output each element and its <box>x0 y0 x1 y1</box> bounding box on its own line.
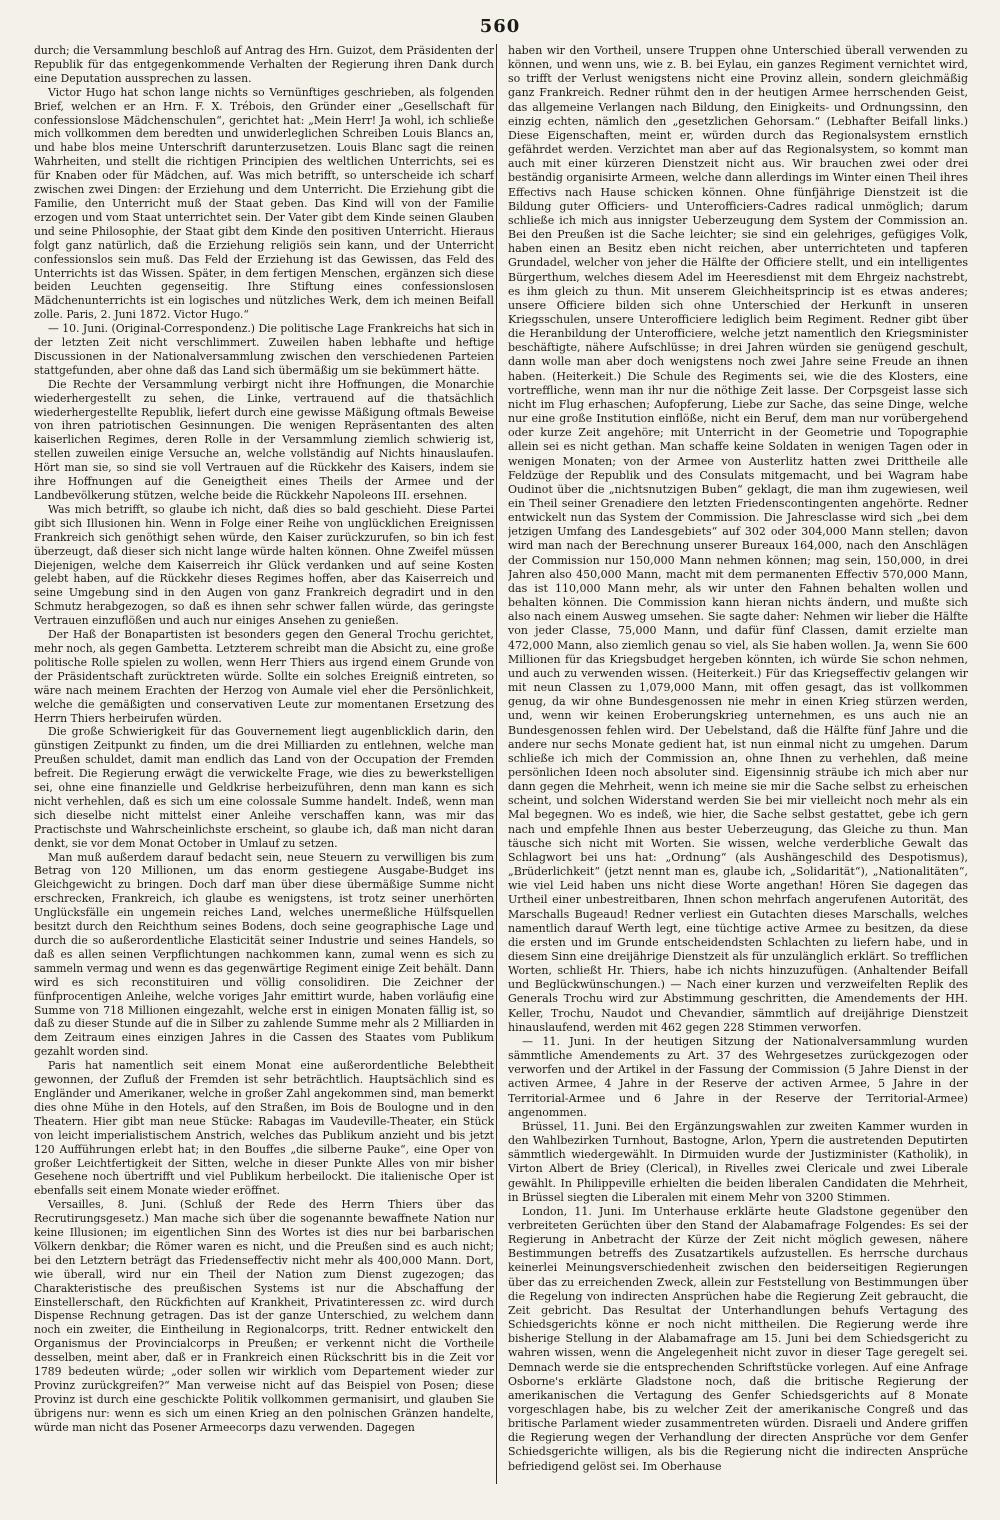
paragraph-paris-10-june: — 10. Juni. (Original-Correspondenz.) Die politische Lage Frankreichs hat sich in der letzten Zeit nicht verschlimmert. Zuweilen haben lebhafte und heftige Discussionen in der Nationalversammlung zwischen den verschiedenen Parteien stattgefunden, aber ohne daß das Land sich übermäßig um sie bekümmert hätte. <box>34 322 494 377</box>
paragraph-taxes: Man muß außerdem darauf bedacht sein, neue Steuern zu verwilligen bis zum Betrag von 120 Millionen, um das enorm gestiegene Ausgabe-Budget ins Gleichgewicht zu bringen. Doch darf man über diese übermäßige Summe nicht erschrecken, Frankreich, ich glaube es wenigstens, ist trotz seiner unerhörten Unglücksfälle ein ungemein reiches Land, welches unermeßliche Hülfsquellen besitzt durch den Reichthum seines Bodens, doch seine geographische Lage und durch die so außerordentliche Elasticität seiner Industrie und seines Handels, so daß es allen seinen Verpflichtungen nachkommen kann, zumal wenn es sich zu sammeln vermag und wenn es das gegenwärtige Regiment einige Zeit behält. Dann wird es sich reconstituiren und völlig consolidiren. Die Zeichner der fünfprocentigen Anleihe, welche voriges Jahr emittirt wurde, haben vorläufig eine Summe von 718 Millionen eingezahlt, welche erst in einigen Monaten fällig ist, so daß zu dieser Stunde auf die in Silber zu zahlende Summe mehr als 2 Milliarden in dem Zeitraum eines einzigen Jahres in die Cassen des Staates vom Publikum gezahlt worden sind. <box>34 850 494 1059</box>
right-column <box>508 44 968 1484</box>
paragraph-illusions: Was mich betrifft, so glaube ich nicht, daß dies so bald geschieht. Diese Partei gibt sich Illusionen hin. Wenn in Folge einer Reihe von unglücklichen Ereignissen Frankreich sich genöthigt sehen würde, den Kaiser zurückzurufen, so bin ich fest überzeugt, daß dieser sich nicht lange würde halten können. Ohne Zweifel müssen Diejenigen, welche dem Kaiserreich ihr Glück verdanken und auf seine Kosten gelebt haben, auf die Rückkehr dieses Regimes hoffen, aber das Kaiserreich und seine Umgebung sind in den Augen von ganz Frankreich degradirt und in den Schmutz herabgezogen, so daß es ihnen sehr schwer fallen würde, das geringste Vertrauen einzuflößen und auch nur einiges Ansehen zu genießen. <box>34 502 494 628</box>
left-column <box>34 44 494 1484</box>
paragraph-london: London, 11. Juni. Im Unterhause erklärte heute Gladstone gegenüber den verbreiteten Gerüchten über den Stand der Alabamafrage Folgendes: Es sei der Regierung in Anbetracht der Kürze der Zeit nicht möglich gewesen, nähere Bestimmungen betreffs des Zusatzartikels aufzustellen. Es herrsche durchaus keinerlei Meinungsverschiedenheit zwischen den beiderseitigen Regierungen über das zu erreichenden Zweck, allein zur Feststellung von Bestimmungen über die Regelung von indirecten Ansprüchen habe die Regierung Zeit gebraucht, die Zeit gebricht. Das Resultat der Unterhandlungen behufs Vertagung des Schiedsgerichts könne er noch nicht mittheilen. Die Regierung werde ihre bisherige Stellung in der Alabamafrage am 15. Juni bei dem Schiedsgericht zu wahren wissen, wenn die Angelegenheit nicht zuvor in dieser Tage geregelt sei. Demnach werde sie die entsprechenden Schriftstücke vorlegen. Auf eine Anfrage Osborne's erklärte Gladstone noch, daß die britische Regierung der amerikanischen die Vertagung des Genfer Schiedsgerichts auf 8 Monate vorgeschlagen habe, bis zu welcher Zeit der amerikanische Congreß und das britische Parlament wieder zusammentreten würden. Disraeli und Andere griffen die Regierung wegen der Verhandlung der directen Ansprüche vor dem Genfer Schiedsgerichte willigen, als bis die Regierung nicht die indirecten Ansprüche befriedigend gelöst sei. Im Oberhause <box>508 1204 968 1473</box>
paragraph-bonapartists: Der Haß der Bonapartisten ist besonders gegen den General Trochu gerichtet, mehr noch, als gegen Gambetta. Letzterem schreibt man die Absicht zu, eine große politische Rolle spielen zu wollen, wenn Herr Thiers aus irgend einem Grunde von der Präsidentschaft zurücktreten würde. Sollte ein solches Ereigniß eintreten, so wäre nach meinem Erachten der Herzog von Aumale viel eher die Persönlichkeit, welche die gemäßigten und conservativen Leute zur momentanen Ersetzung des Herrn Thiers herbeirufen würden. <box>34 628 494 725</box>
paragraph-milliards: Die große Schwierigkeit für das Gouvernement liegt augenblicklich darin, den günstigen Zeitpunkt zu finden, um die drei Milliarden zu entlehnen, welche man Preußen schuldet, damit man endlich das Land von der Occupation der Fremden befreit. Die Regierung erwägt die verwickelte Frage, wie dies zu bewerkstelligen sei, ohne eine finanzielle und Geldkrise herbeizuführen, denn man kann es sich nicht verhehlen, daß es sich um eine colossale Summe handelt. Indeß, wenn man sich dieselbe nicht mittelst einer Anleihe verschaffen kann, was mir das Practischste und Wahrscheinlichste erscheint, so glaube ich, daß man nicht daran denkt, sie vor dem Monat October in Umlauf zu setzen. <box>34 725 494 850</box>
paragraph-bruessel: Brüssel, 11. Juni. Bei den Ergänzungswahlen zur zweiten Kammer wurden in den Wahlbezirken Turnhout, Bastogne, Arlon, Ypern die austretenden Deputirten sämmtlich wiedergewählt. In Dirmuiden wurde der Justizminister (Katholik), in Virton Albert de Briey (Clerical), in Rivelles zwei Clericale und zwei Liberale gewählt. In Philippeville erhielten die beiden liberalen Candidaten die Mehrheit, in Brüssel siegten die Liberalen mit einem Mehr von 3200 Stimmen. <box>508 1119 968 1204</box>
paragraph-guizot: durch; die Versammlung beschloß auf Antrag des Hrn. Guizot, dem Präsidenten der Republik für das entgegenkommende Verhalten der Regierung ihren Dank durch eine Deputation aussprechen zu lassen. <box>34 44 494 85</box>
paragraph-thiers-continued: haben wir den Vortheil, unsere Truppen ohne Unterschied überall verwenden zu können, und wenn uns, wie z. B. bei Eylau, ein ganzes Regiment vernichtet wird, so trifft der Verlust wenigstens nicht eine Provinz allein, sondern gleichmäßig ganz Frankreich. Redner rühmt den in der heutigen Armee herrschenden Geist, das allgemeine Verlangen nach Bildung, den Einigkeits- und Ordnungssinn, den einzig echten, nämlich den „gesetzlichen Gehorsam.“ (Lebhafter Beifall links.) Diese Eigenschaften, meint er, würden durch das Regionalsystem ernstlich gefährdet werden. Verzichtet man aber auf das Regionalsystem, so kommt man auch mit einer kürzeren Dienstzeit nicht aus. Wir brauchen zwei oder drei beständig organisirte Armeen, welche dann allerdings im Winter einen Theil ihres Effectivs nach Hause schicken können. Ohne fünfjährige Dienstzeit ist die Bildung guter Officiers- und Unterofficiers-Cadres radical unmöglich; darum schließe ich mich aus innigster Ueberzeugung dem System der Commission an. Bei den Preußen ist die Sache leichter; sie sind ein gelehriges, gefügiges Volk, haben einen an Besitz eben nicht reichen, aber unterrichteten und tapferen Grundadel, welcher von jeher die Hälfte der Officiere stellt, und ein intelligentes Bürgerthum, welches diesem Adel im Heeresdienst mit dem Ehrgeiz nachstrebt, es ihm gleich zu thun. Mit unserem Gleichheitsprincip ist es etwas anderes; unsere Officiere bilden sich ohne Unterschied der Herkunft in unseren Kriegsschulen, unsere Unterofficiere lediglich beim Regiment. Redner gibt über die Heranbildung der Unterofficiere, welche jetzt namentlich den Kriegsminister beschäftigte, nähere Aufschlüsse; in drei Jahren würden sie genügend geschult, dann wolle man aber doch wenigstens noch zwei Jahre seine Freude an ihnen haben. (Heiterkeit.) Die Schule des Regiments sei, wie die des Klosters, eine vortreffliche, wenn man ihr nur die nöthige Zeit lasse. Der Corpsgeist lasse sich nicht im Flug erhaschen; Aufopferung, Liebe zur Sache, das seine Dinge, welche nur eine große Institution einflöße, nicht ein Beruf, dem man nur vorübergehend oder kurze Zeit angehöre; mit Unterricht in der Geometrie und Topographie allein sei es nicht gethan. Man schaffe keine Soldaten in wenigen Tagen oder in wenigen Monaten; von der Armee von Austerlitz hatten zwei Drittheile alle Feldzüge der Republik und des Consulats mitgemacht, und bei Wagram habe Oudinot über die „nichtsnutzigen Buben“ geklagt, die man ihm zugewiesen, weil ein Theil seiner Grenadiere den letzten Friedenscontingenten angehörte. Redner entwickelt nun das System der Commission. Die Jahresclasse wird sich „bei dem jetzigen Umfang des Landesgebiets“ auf 302 oder 304,000 Mann stellen; davon wird man nach der Berechnung unserer Bureaux 164,000, nach den Anschlägen der Commission nur 150,000 Mann nehmen können; mag sein, 150,000, in drei Jahren also 450,000 Mann, macht mit dem permanenten Effectiv 570,000 Mann, das ist 110,000 Mann mehr, als wir unter den Fahnen behalten wollen und behalten können. Die Commission kann hieran nichts ändern, und mußte sich also nach einem Ausweg umsehen. Sie sagte daher: Nehmen wir lieber die Hälfte von jeder Classe, 75,000 Mann, und dafür fünf Classen, damit erzielte man 472,000 Mann, also ziemlich genau so viel, als Sie haben wollen. Ja, wenn Sie 600 Millionen für das Kriegsbudget hergeben könnten, ich würde Sie schon nehmen, und auch zu verwenden wissen. (Heiterkeit.) Für das Kriegseffectiv gelangen wir mit neun Classen zu 1,079,000 Mann, mit offen gesagt, das ist vollkommen genug, da wir ohne Bundesgenossen nie mehr in einen Krieg stürzen werden, und, wenn wir keinen Eroberungskrieg unternehmen, es uns auch nie an Bundesgenossen fehlen wird. Der Uebelstand, daß die Hälfte fünf Jahre und die andere nur sechs Monate gedient hat, ist nun einmal nicht zu umgehen. Darum schließe ich mich der Commission an, ohne Ihnen zu verhehlen, daß meine persönlichen Ideen noch absoluter sind. Eigensinnig sträube ich mich aber nur dann gegen die Mehrheit, wenn ich meine sie mir die Sache selbst zu erheischen scheint, und solchen Widerstand werden Sie bei mir vielleicht noch mehr als ein Mal begegnen. Wo es indeß, wie hier, die Sache selbst gestattet, gebe ich gern nach und empfehle Ihnen aus bester Ueberzeugung, das Gleiche zu thun. Man täusche sich nicht mit Worten. Sie wissen, welche verderbliche Gewalt das Schlagwort bei uns hat: „Ordnung“ (als Aushängeschild des Despotismus), „Brüderlichkeit“ (jetzt nennt man es, glaube ich, „Solidarität“), „Nationalitäten“, wie viel Leid haben uns nicht diese Worte angethan! Hören Sie dagegen das Urtheil einer unbestreitbaren, Ihnen schon mehrfach angerufenen Autorität, des Marschalls Bugeaud! Redner verliest ein Gutachten dieses Marschalls, welches namentlich darauf Werth legt, eine tüchtige active Armee zu besitzen, da diese die ersten und im Grunde entscheidendsten Schlachten zu liefern habe, und in diesem Sinn eine dreijährige Dienstzeit als für unzulänglich erklärt. So trefflichen Worten, schließt Hr. Thiers, habe ich nichts hinzuzufügen. (Anhaltender Beifall und Beglückwünschungen.) — Nach einer kurzen und verzweifelten Replik des Generals Trochu wird zur Abstimmung geschritten, die Amendements der HH. Keller, Trochu, Naudot und Chevandier, sämmtlich auf dreijährige Dienstzeit hinauslaufend, werden mit 462 gegen 228 Stimmen verworfen. <box>508 44 968 1034</box>
page-number: 560 <box>479 16 521 37</box>
paragraph-victor-hugo-letter: Victor Hugo hat schon lange nichts so Vernünftiges geschrieben, als folgenden Brief, welchen er an Hrn. F. X. Trébois, den Gründer einer „Gesellschaft für confessionslose Mädchenschulen“, gerichtet hat: „Mein Herr! Ja wohl, ich schließe mich vollkommen dem beredten und unwiderleglichen Schreiben Louis Blancs an, und habe blos meine Unterschrift darunterzusetzen. Louis Blanc sagt die reinen Wahrheiten, und stellt die richtigen Principien des weltlichen Unterrichts, sei es für Knaben oder für Mädchen, auf. Was mich betrifft, so unterscheide ich scharf zwischen zwei Dingen: der Erziehung und dem Unterricht. Die Erziehung gibt die Familie, den Unterricht muß der Staat geben. Das Kind will von der Familie erzogen und vom Staat unterrichtet sein. Der Vater gibt dem Kinde seinen Glauben und seine Philosophie, der Staat gibt dem Kinde den positiven Unterricht. Hieraus folgt ganz natürlich, daß die Erziehung religiös sein kann, und der Unterricht confessionslos sein muß. Das Feld der Erziehung ist das Gewissen, das Feld des Unterrichts ist das Wissen. Später, in dem fertigen Menschen, ergänzen sich diese beiden Leuchten gegenseitig. Ihre Stiftung eines confessionslosen Mädchenunterrichts ist ein logisches und nützliches Werk, dem ich meinen Beifall zolle. Paris, 2. Juni 1872. Victor Hugo.“ <box>34 85 494 322</box>
paragraph-paris-theatres: Paris hat namentlich seit einem Monat eine außerordentliche Belebtheit gewonnen, der Zufluß der Fremden ist sehr beträchtlich. Hauptsächlich sind es Engländer und Amerikaner, welche in großer Zahl angekommen sind, man bemerkt dies ohne Mühe in den Hotels, auf den Straßen, im Bois de Boulogne und in den Theatern. Hier gibt man neue Stücke: Rabagas im Vaudeville-Theater, ein Stück von leicht imperialistischem Anstrich, welches das Publikum anzieht und bis jetzt 120 Aufführungen erlebt hat; in den Bouffes „die silberne Pauke“, eine Oper von großer Leichtfertigkeit der Sitten, welche in dieser Punkte Alles von mir bisher Gesehene noch übertrifft und viel Publikum herbeilockt. Die italienische Oper ist ebenfalls seit einem Monate wieder eröffnet. <box>34 1059 494 1198</box>
paragraph-11-june-assembly: — 11. Juni. In der heutigen Sitzung der Nationalversammlung wurden sämmtliche Amendements zu Art. 37 des Wehrgesetzes zurückgezogen oder verworfen und der Artikel in der Fassung der Commission (5 Jahre Dienst in der activen Armee, 4 Jahre in der Reserve der activen Armee, 5 Jahre in der Territorial-Armee und 6 Jahre in der Reserve der Territorial-Armee) angenommen. <box>508 1034 968 1119</box>
paragraph-versailles-thiers: Versailles, 8. Juni. (Schluß der Rede des Herrn Thiers über das Recrutirungsgesetz.) Man mache sich über die sogenannte bewaffnete Nation nur keine Illusionen; im eigentlichen Sinn des Wortes ist dies nur bei barbarischen Völkern denkbar; die Römer waren es nicht, und die Preußen sind es auch nicht; bei den Letztern beträgt das Friedenseffectiv nicht mehr als 400,000 Mann. Dort, wie überall, wird nur ein Theil der Nation zum Dienst zugezogen; das Charakteristische des preußischen Systems ist nur die Abschaffung der Einstellerschaft, den Rückfichten auf Krankheit, Privatinteressen zc. wird durch Dispense Rechnung getragen. Das ist der ganze Unterschied, zu welchem dann noch ein zweiter, die Eintheilung in Regionalcorps, tritt. Redner entwickelt den Organismus der Provincialcorps in Preußen; er verkennt nicht die Vortheile desselben, meint aber, daß er in Frankreich einen Rückschritt bis in die Zeit vor 1789 bedeuten würde; „oder sollen wir wirklich vom Departement wieder zur Provinz zurückgreifen?“ Man verweise nicht auf das Beispiel von Posen; diese Provinz ist durch eine geschickte Politik vollkommen germanisirt, und glauben Sie übrigens nur: wenn es sich um einen Krieg an den polnischen Gränzen handelte, würde man nicht das Posener Armeecorps dazu verwenden. Dagegen <box>34 1198 494 1434</box>
column-divider <box>496 44 497 1484</box>
paragraph-monarchy: Die Rechte der Versammlung verbirgt nicht ihre Hoffnungen, die Monarchie wiederhergestellt zu sehen, die Linke, vertrauend auf die thatsächlich wiederhergestellte Republik, liefert durch eine gewisse Mäßigung oftmals Beweise von ihren patriotischen Gesinnungen. Die wenigen Repräsentanten des alten kaiserlichen Regimes, deren Rolle in der Versammlung ziemlich schwierig ist, stellen zuweilen einige Versuche an, welche vollständig auf Nichts hinauslaufen. Hört man sie, so sind sie voll Vertrauen auf die Rückkehr des Kaisers, indem sie ihre Hoffnungen auf die Geneigtheit eines Theils der Armee und der Landbevölkerung stützen, welche beide die Rückkehr Napoleons III. ersehnen. <box>34 377 494 502</box>
